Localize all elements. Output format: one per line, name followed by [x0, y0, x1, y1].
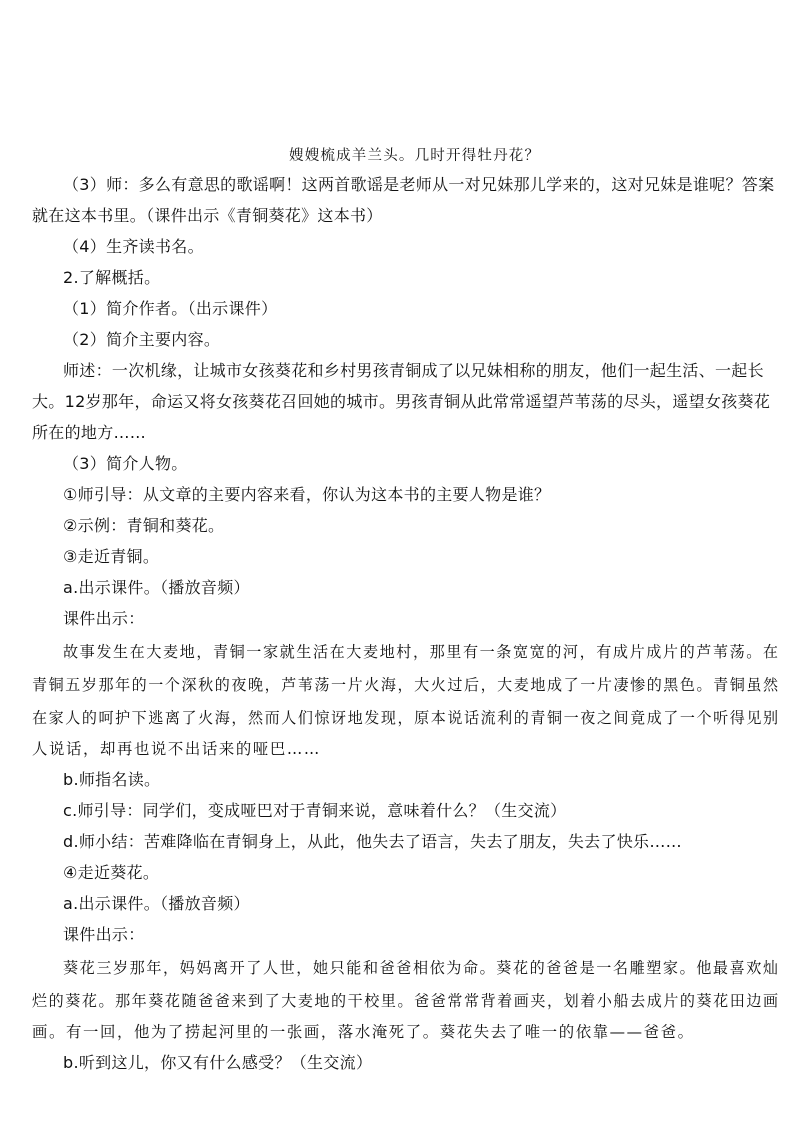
text-line: b.师指名读。 [63, 770, 161, 789]
courseware-quote-line: 人说话，却再也说不出话来的哑巴…… [32, 740, 321, 758]
courseware-quote-line: 故事发生在大麦地，青铜一家就生活在大麦地村，那里有一条宽宽的河，有成片成片的芦苇荡。在 [63, 643, 780, 661]
text-line: b.听到这儿，你又有什么感受？（生交流） [63, 1053, 373, 1072]
text-line: 师述：一次机缘，让城市女孩葵花和乡村男孩青铜成了以兄妹相称的朋友，他们一起生活、一起长 [63, 361, 764, 380]
section-heading: 2.了解概括。 [63, 268, 161, 287]
text-line: 大。12岁那年，命运又将女孩葵花召回她的城市。男孩青铜从此常常遥望芦苇荡的尽头，遥望女孩葵花 [32, 392, 771, 411]
text-line: （1）简介作者。（出示课件） [63, 299, 278, 318]
text-line: 课件出示： [63, 925, 145, 944]
text-line: ③走近青铜。 [63, 547, 160, 566]
courseware-quote-line: 葵花三岁那年，妈妈离开了人世，她只能和爸爸相依为命。葵花的爸爸是一名雕塑家。他最喜欢灿 [63, 959, 780, 977]
text-line: d.师小结：苦难降临在青铜身上，从此，他失去了语言，失去了朋友，失去了快乐…… [63, 832, 682, 851]
text-line: 所在的地方…… [32, 423, 147, 442]
text-line: ①师引导：从文章的主要内容来看，你认为这本书的主要人物是谁？ [63, 485, 551, 504]
text-line: （3）简介人物。 [63, 454, 188, 473]
text-line: a.出示课件。（播放音频） [63, 578, 250, 597]
text-line: （2）简介主要内容。 [63, 330, 221, 349]
text-line: a.出示课件。（播放音频） [63, 894, 250, 913]
text-line: c.师引导：同学们，变成哑巴对于青铜来说，意味着什么？（生交流） [63, 801, 567, 820]
courseware-quote-line: 烂的葵花。那年葵花随爸爸来到了大麦地的干校里。爸爸常常背着画夹，划着小船去成片的葵花田边画 [32, 992, 780, 1010]
courseware-quote-line: 在家人的呵护下逃离了火海，然而人们惊讶地发现，原本说话流利的青铜一夜之间竟成了一个听得见别 [32, 709, 780, 727]
text-line: （4）生齐读书名。 [63, 237, 204, 256]
courseware-quote-line: 画。有一回，他为了捞起河里的一张画，落水淹死了。葵花失去了唯一的依靠——爸爸。 [32, 1023, 695, 1041]
text-line: 就在这本书里。（课件出示《青铜葵花》这本书） [32, 206, 383, 225]
text-line: ②示例：青铜和葵花。 [63, 516, 225, 535]
text-line: ④走近葵花。 [63, 863, 160, 882]
text-line: 课件出示： [63, 609, 145, 628]
text-line: （3）师：多么有意思的歌谣啊！这两首歌谣是老师从一对兄妹那儿学来的，这对兄妹是谁呢？答案 [63, 175, 775, 194]
poem-line: 嫂嫂梳成羊兰头。几时开得牡丹花？ [289, 148, 541, 164]
courseware-quote-line: 青铜五岁那年的一个深秋的夜晚，芦苇荡一片火海，大火过后，大麦地成了一片凄惨的黑色。青铜虽然 [32, 676, 780, 694]
